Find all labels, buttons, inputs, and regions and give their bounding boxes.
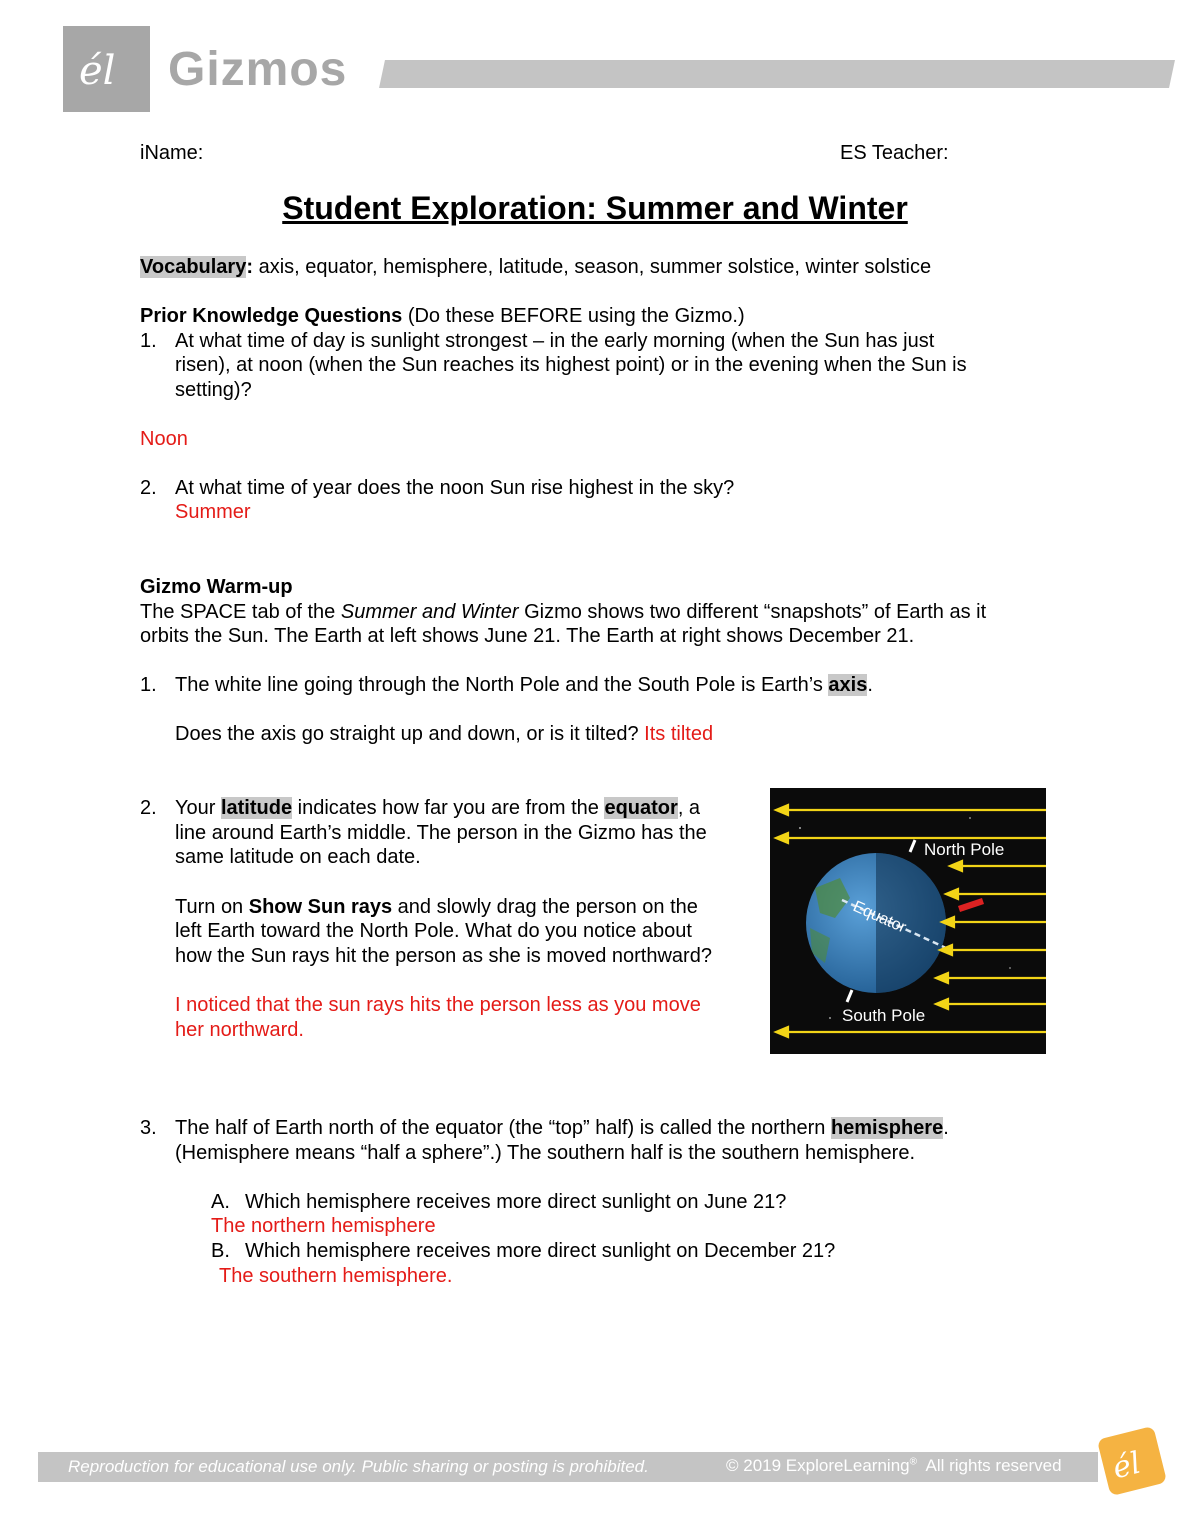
warmup-intro-text-a: The SPACE tab of the: [140, 601, 341, 623]
teacher-field-label: ES Teacher:: [840, 142, 949, 164]
warmup-q2-show-sun-rays: Show Sun rays: [248, 896, 393, 918]
warmup-q3-a-letter: A.: [211, 1191, 230, 1213]
warmup-q2-answer-line-2: her northward.: [175, 1019, 304, 1041]
warmup-q2-line-4: [175, 895, 698, 920]
page-title: Student Exploration: Summer and Winter: [282, 190, 908, 226]
prior-q2-number: 2.: [140, 477, 157, 499]
warmup-q3-line-2: (Hemisphere means “half a sphere”.) The southern half is the southern hemisphere.: [175, 1142, 916, 1164]
warmup-intro-line-2: orbits the Sun. The Earth at left shows June 21. The Earth at right shows December 21.: [140, 625, 915, 647]
prior-q1-line-2: risen), at noon (when the Sun reaches its highest point) or in the evening when the Sun is: [175, 354, 967, 376]
brand-name: Gizmos: [168, 43, 348, 96]
warmup-heading: Gizmo Warm-up: [140, 576, 293, 598]
warmup-q2-text-c: , a: [677, 797, 701, 819]
south-axis-tick: [847, 990, 852, 1002]
warmup-q3-text-a: The half of Earth north of the equator (the “top” half) is called the northern: [175, 1117, 831, 1139]
prior-q1-line-1: At what time of day is sunlight strongest – in the early morning (when the Sun has just: [175, 330, 935, 352]
warmup-q1-text-b: .: [867, 674, 873, 696]
vocabulary-line: [140, 255, 931, 280]
warmup-q1-text-a: The white line going through the North Pole and the South Pole is Earth’s: [175, 674, 829, 696]
warmup-q2-line-5: left Earth toward the North Pole. What do you notice about: [175, 920, 692, 942]
equator-label: Equator: [850, 898, 909, 937]
prior-knowledge-note: (Do these BEFORE using the Gizmo.): [402, 305, 745, 327]
earth-sun-rays-svg: [770, 788, 1046, 1054]
warmup-q2-term-equator: equator: [604, 797, 678, 819]
warmup-q3-text-b: .: [943, 1117, 949, 1139]
warmup-q3-a-answer: The northern hemisphere: [211, 1215, 436, 1237]
name-field-label: iName:: [140, 142, 204, 164]
vocabulary-terms: axis, equator, hemisphere, latitude, season, summer solstice, winter solstice: [253, 256, 932, 278]
person-marker: [958, 898, 984, 912]
warmup-q3-term-hemisphere: hemisphere: [830, 1117, 944, 1139]
warmup-q3-number: 3.: [140, 1117, 157, 1139]
north-pole-label: North Pole: [924, 840, 1005, 859]
warmup-q3-a-text: Which hemisphere receives more direct sunlight on June 21?: [245, 1191, 787, 1213]
vocabulary-label: Vocabulary: [140, 256, 247, 278]
warmup-q2-line-6: how the Sun rays hit the person as she is moved northward?: [175, 945, 712, 967]
vocabulary-colon: :: [246, 256, 254, 278]
warmup-q1-question: Does the axis go straight up and down, or is it tilted?: [175, 723, 645, 745]
prior-q1-number: 1.: [140, 330, 157, 352]
footer-rights: All rights reserved: [916, 1456, 1062, 1475]
warmup-q1-term-axis: axis: [828, 674, 868, 696]
warmup-q2-answer-line-1: I noticed that the sun rays hits the person less as you move: [175, 994, 701, 1016]
footer-copyright: © 2019 ExploreLearning: [726, 1456, 910, 1475]
warmup-q3-b-letter: B.: [211, 1240, 230, 1262]
warmup-q1-answer: Its tilted: [644, 723, 714, 745]
warmup-q1-question-line: [175, 722, 713, 747]
warmup-q3-b-answer: The southern hemisphere.: [219, 1265, 453, 1287]
south-pole-label: South Pole: [842, 1006, 926, 1025]
warmup-intro-gizmo-name: Summer and Winter: [340, 601, 519, 623]
footer-logo: [1097, 1426, 1167, 1496]
prior-knowledge-heading-line: [140, 304, 745, 329]
footer-registered-mark: ®: [909, 1456, 917, 1468]
footer-notice: Reproduction for educational use only. Public sharing or posting is prohibited.: [68, 1457, 649, 1476]
svg-text:él: él: [1109, 1445, 1145, 1487]
footer-copyright-line: [726, 1456, 1062, 1476]
warmup-q2-line-3: same latitude on each date.: [175, 846, 421, 868]
prior-q1-line-3: setting)?: [175, 379, 252, 401]
warmup-q1-line: [175, 673, 873, 698]
north-axis-tick: [910, 840, 915, 852]
svg-text:él: él: [79, 48, 116, 94]
warmup-q1-number: 1.: [140, 674, 157, 696]
warmup-q2-turn-on: Turn on: [175, 896, 249, 918]
warmup-intro-text-c: Gizmo shows two different “snapshots” of Earth as it: [518, 601, 987, 623]
header-bar: [379, 60, 1175, 88]
warmup-q2-line-1: [175, 796, 700, 821]
prior-q1-answer: Noon: [140, 428, 188, 450]
warmup-q3-line-1: [175, 1116, 949, 1141]
warmup-q2-drag-text: and slowly drag the person on the: [392, 896, 698, 918]
warmup-q2-text-a: Your: [175, 797, 221, 819]
warmup-q2-text-b: indicates how far you are from the: [292, 797, 605, 819]
prior-q2-text: At what time of year does the noon Sun rise highest in the sky?: [175, 477, 735, 499]
warmup-q3-b-text: Which hemisphere receives more direct sunlight on December 21?: [245, 1240, 836, 1262]
prior-q2-answer: Summer: [175, 501, 251, 523]
warmup-q2-term-latitude: latitude: [220, 797, 293, 819]
warmup-q2-line-2: line around Earth’s middle. The person in the Gizmo has the: [175, 822, 707, 844]
warmup-intro-line-1: [140, 600, 986, 625]
prior-knowledge-heading: Prior Knowledge Questions: [140, 305, 403, 327]
warmup-q2-number: 2.: [140, 797, 157, 819]
explorelearning-logo: [63, 26, 150, 112]
earth-sun-rays-figure: [770, 788, 1046, 1054]
